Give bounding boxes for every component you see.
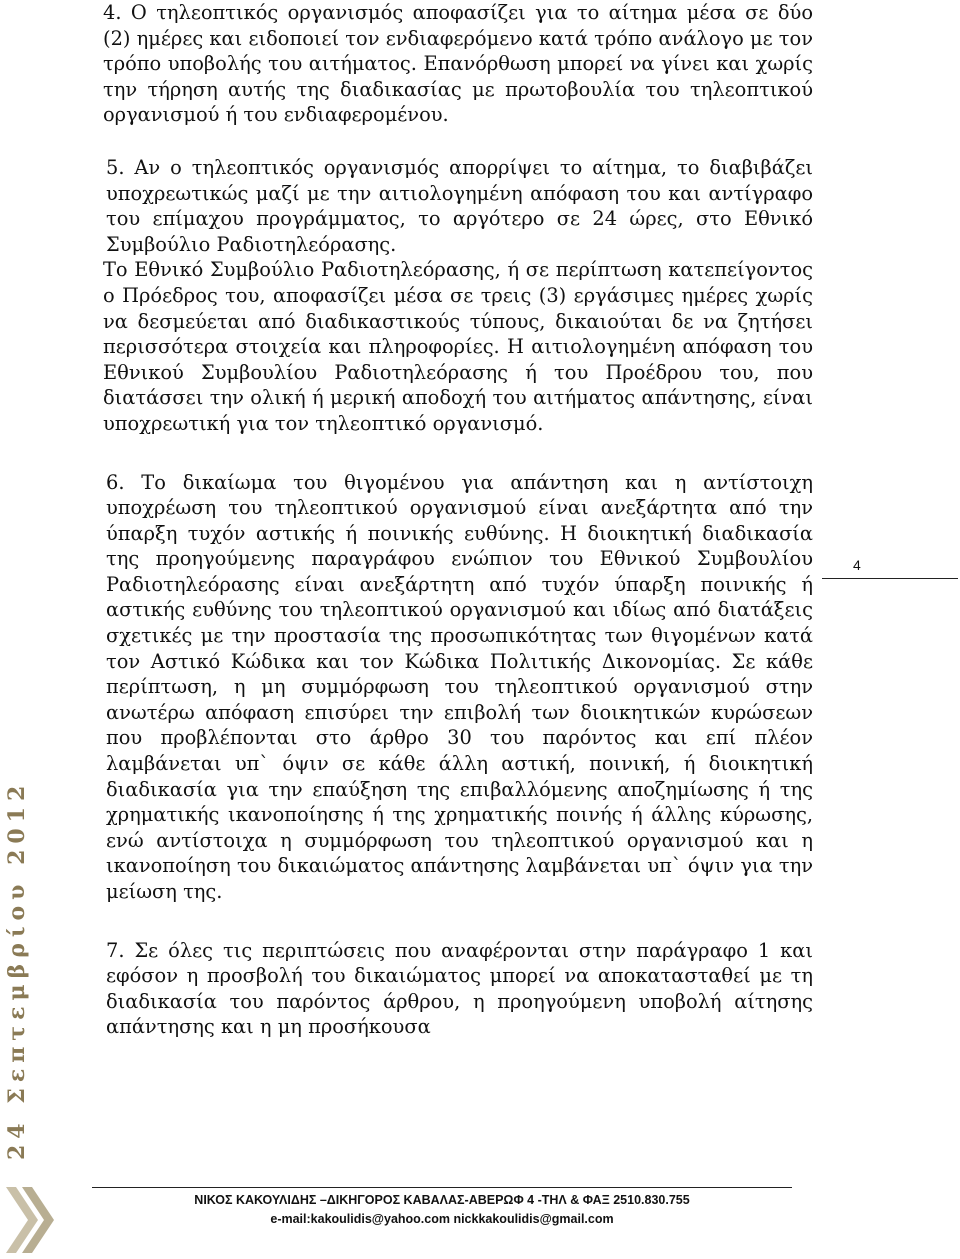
paragraph-6: 6. Το δικαίωμα του θιγομένου για απάντηση και η αντίστοιχη υποχρέωση του τηλεοπτικού οργανισμού είναι ανεξάρτητα από την ύπαρξη τυχόν αστικής ή ποινικής ευθύνης. Η διοικητική διαδικασία της προηγούμενης παραγράφου ενώπιον του Εθνικού Συμβουλίου Ραδιοτηλεόρασης είναι ανεξάρτητη από τυχόν ύπαρξη ποινικής ή αστικής ευθύνης του τηλεοπτικού οργανισμού και ιδίως από διατάξεις σχετικές με την προστασία της προσωπικότητας των θιγομένων κατά τον Αστικό Κώδικα και τον Κώδικα Πολιτικής Δικονομίας. Σε κάθε περίπτωση, η μη συμμόρφωση του τηλεοπτικού οργανισμού στην ανωτέρω απόφαση επισύρει την επιβολή των διοικητικών κυρώσεων που προβλέπονται στο άρθρο 30 του παρόντος και επί πλέον λαμβάνεται υπ` όψιν σε κάθε άλλη αστική, ποινική, ή διοικητική διαδικασία για την επαύξηση της επιβαλλόμενης αποζημίωσης ή της χρηματικής ικανοποίησης ή της χρηματικής ποινής ή άλλης κύρωσης, ενώ αντίστοιχα η συμμόρφωση του τηλεοπτικού οργανισμού και η ικανοποίηση του δικαιώματος απάντησης λαμβάνεται υπ` όψιν για την μείωση της. (106, 470, 813, 903)
paragraph-5-continuation: Το Εθνικό Συμβούλιο Ραδιοτηλεόρασης, ή σε περίπτωση κατεπείγοντος ο Πρόεδρος του, αποφασίζει μέσα σε τρεις (3) εργάσιμες ημέρες χωρίς να δεσμεύεται από διαδικαστικούς τύπους, δικαιούται δε να ζητήσει περισσότερα στοιχεία και πληροφορίες. Η αιτιολογημένη απόφαση του Εθνικού Συμβουλίου Ραδιοτηλεόρασης ή του Προέδρου του, που διατάσσει την ολική ή μερική αποδοχή του αιτήματος απάντησης, είναι υποχρεωτική για τον τηλεοπτικό οργανισμό. (103, 258, 813, 435)
page-number: 4 (853, 557, 861, 573)
paragraph-spacer (103, 128, 813, 155)
margin-date: 24 Σεπτεμβρίου 2012 (4, 779, 30, 1160)
paragraph-4: 4. Ο τηλεοπτικός οργανισμός αποφασίζει για το αίτημα μέσα σε δύο (2) ημέρες και ειδοποιεί τον ενδιαφερόμενο κατά τρόπο ανάλογο με τον τρόπο υποβολής του αιτήματος. Επανόρθωση μπορεί να γίνει και χωρίς την τήρηση αυτής της διαδικασίας με πρωτοβουλία του τηλεοπτικού οργανισμού ή του ενδιαφερομένου. (103, 1, 813, 127)
footer (92, 1187, 792, 1229)
paragraph-spacer (103, 437, 813, 470)
chevron-ornament-icon (2, 1183, 58, 1257)
paragraph-5: 5. Αν ο τηλεοπτικός οργανισμός απορρίψει το αίτημα, το διαβιβάζει υποχρεωτικώς μαζί με την αιτιολογημένη απόφαση του και αντίγραφο του επίμαχου προγράμματος, το αργότερο σε 24 ώρες, στο Εθνικό Συμβούλιο Ραδιοτηλεόρασης. (106, 155, 813, 256)
paragraph-7: 7. Σε όλες τις περιπτώσεις που αναφέρονται στην παράγραφο 1 και εφόσον η προσβολή του δικαιώματος μπορεί να αποκατασταθεί με τη διαδικασία του παρόντος άρθρου, η προηγούμενη υποβολή αίτησης απάντησης και η μη προσήκουσα (106, 938, 813, 1039)
document-body (103, 0, 813, 1040)
paragraph-spacer (103, 905, 813, 938)
page-number-rule (822, 578, 958, 579)
footer-emails: e-mail:kakoulidis@yahoo.com nickkakoulidis@gmail.com (270, 1212, 614, 1226)
footer-contact: ΝΙΚΟΣ ΚΑΚΟΥΛΙΔΗΣ –ΔΙΚΗΓΟΡΟΣ ΚΑΒΑΛΑΣ-ΑΒΕΡΩΦ 4 -ΤΗΛ & ΦΑΞ 2510.830.755 (194, 1193, 690, 1207)
footer-rule (92, 1187, 792, 1188)
